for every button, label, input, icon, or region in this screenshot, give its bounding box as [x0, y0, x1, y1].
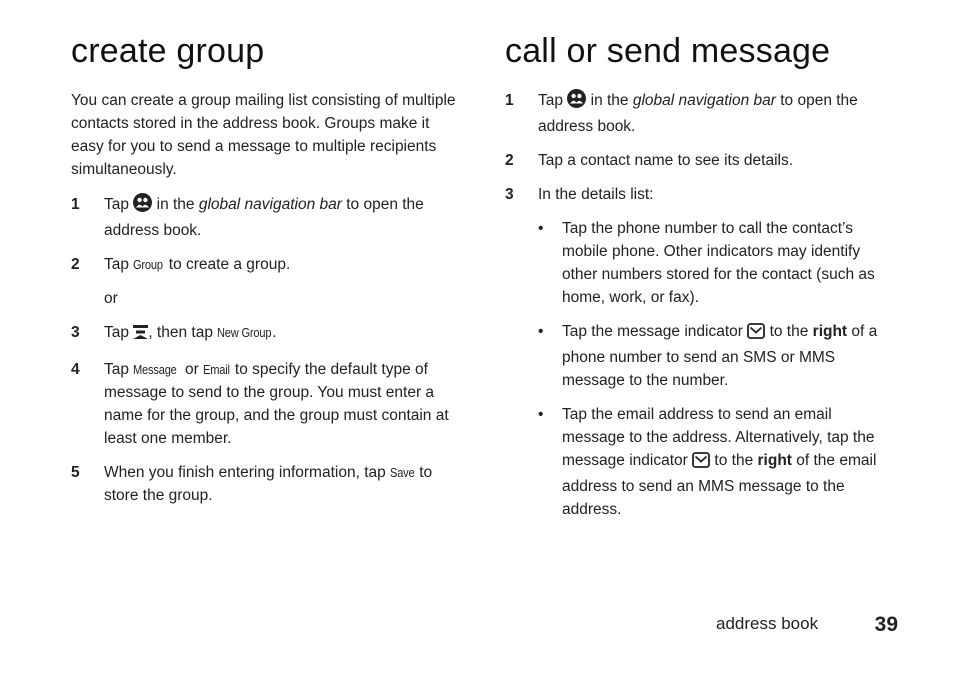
key-email: Email [203, 362, 230, 377]
step-3: 3 Tap , then tap New Group. [71, 321, 463, 347]
footer-section-label: address book [716, 614, 819, 633]
step-2: 2 Tap Group to create a group. [71, 253, 463, 276]
bullet-dot: • [538, 220, 544, 237]
page-footer [716, 612, 898, 638]
section-title-call-or-send-message: call or send message [505, 32, 831, 70]
step-number: 1 [505, 92, 514, 109]
list-item: • Tap the phone number to call the contact’s mobile phone. Other indicators may identify other numbers stored for the contact (such as home, work, or fax). [538, 217, 897, 309]
key-new-group: New Group [217, 325, 272, 340]
envelope-icon [692, 452, 710, 475]
details-bullet-list [538, 217, 897, 521]
contacts-icon [567, 89, 586, 115]
step-number: 5 [71, 464, 80, 481]
list-item: • Tap the message indicator to the right of a phone number to send an SMS or MMS message to the number. [538, 320, 897, 392]
key-group: Group [133, 257, 164, 272]
step-1: 1 Tap in the global navigation bar to open the address book. [505, 89, 897, 138]
menu-icon [133, 324, 148, 347]
step-2: 2 Tap a contact name to see its details. [505, 149, 897, 172]
step-4: 4 Tap Message or Email to specify the default type of message to send to the group. You must enter a name for the group, and the group must contain at least one member. [71, 358, 463, 450]
step-number: 2 [505, 152, 514, 169]
bullet-dot: • [538, 406, 544, 423]
step-number: 2 [71, 256, 80, 273]
section-title-create-group: create group [71, 32, 265, 70]
key-message: Message [133, 362, 177, 377]
step-1: 1 Tap in the global navigation bar to open the address book. [71, 193, 463, 242]
step-3: 3 In the details list: [505, 183, 897, 206]
envelope-icon [747, 323, 765, 346]
right-column [505, 32, 897, 532]
or-text: or [104, 290, 118, 307]
contacts-icon [133, 193, 152, 219]
step-number: 4 [71, 361, 80, 378]
step-5: 5 When you finish entering information, tap Save to store the group. [71, 461, 463, 507]
step-number: 3 [71, 324, 80, 341]
intro-paragraph: You can create a group mailing list consisting of multiple contacts stored in the address book. Groups make it easy for you to send a message to multiple recipients simultaneously. [71, 92, 456, 178]
step-number: 1 [71, 196, 80, 213]
key-save: Save [390, 465, 415, 480]
page-number: 39 [874, 613, 898, 636]
list-item: • Tap the email address to send an email message to the address. Alternatively, tap the message indicator to the right of the email address to send an MMS message to the address. [538, 403, 897, 521]
bullet-dot: • [538, 323, 544, 340]
left-column [71, 32, 463, 518]
step-number: 3 [505, 186, 514, 203]
